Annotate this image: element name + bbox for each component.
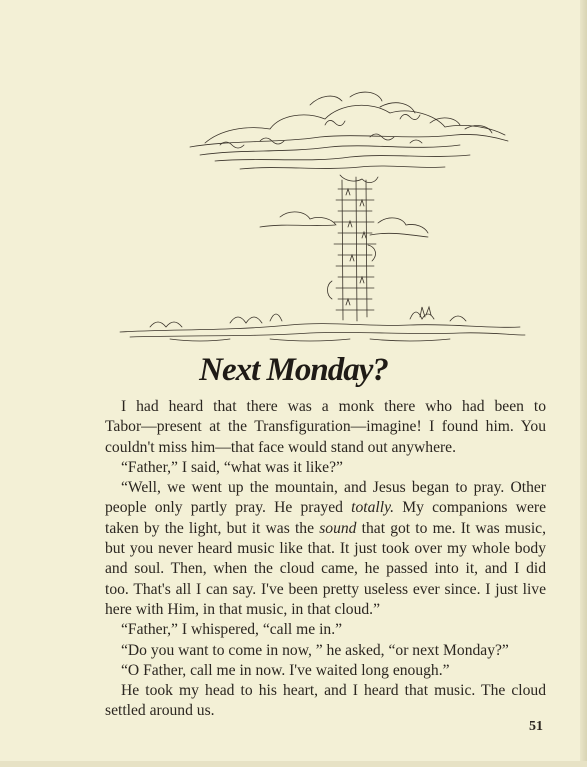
text-line: here with Him, in that music, in that cloud.” xyxy=(105,600,380,618)
text-line: taken by the light, but it was the sound that got to me. It was music, xyxy=(105,519,547,537)
emphasized-word: sound xyxy=(319,519,357,537)
text-line: “Do you want to come in now, ” he asked, “or next Monday?” xyxy=(121,641,509,659)
text-line: “Father,” I said, “what was it like?” xyxy=(121,458,343,476)
text-line: but you never heard music like that. It just took over my whole body xyxy=(105,540,546,558)
text-line: “Well, we went up the mountain, and Jesus began to pray. Other xyxy=(121,479,546,497)
text-line: settled around us. xyxy=(105,702,215,720)
text-line: He took my head to his heart, and I heard that music. The cloud xyxy=(121,682,546,700)
text-line: “Father,” I whispered, “call me in.” xyxy=(121,621,343,639)
body-text xyxy=(105,397,546,722)
text-line: and soul. Then, when the cloud came, he passed into it, and I did xyxy=(105,560,546,578)
text-line: too. That's all I can say. I've been pretty useless ever since. I just live xyxy=(105,580,546,598)
cloud-ladder-drawing xyxy=(110,85,530,350)
emphasized-word: totally. xyxy=(351,499,395,517)
text-line: people only partly pray. He prayed totally. My companions were xyxy=(105,499,546,517)
text-line: “O Father, call me in now. I've waited long enough.” xyxy=(121,661,450,679)
text-line: Tabor—present at the Transfiguration—imagine! I found him. You xyxy=(105,418,546,436)
text-line: I had heard that there was a monk there who had been to xyxy=(121,398,546,415)
cloud-ladder-illustration xyxy=(110,85,530,350)
page-number: 51 xyxy=(529,719,543,734)
chapter-title: Next Monday? xyxy=(199,352,388,388)
page-edge-bottom xyxy=(0,761,587,767)
text-line: couldn't miss him—that face would stand out anywhere. xyxy=(105,438,456,456)
